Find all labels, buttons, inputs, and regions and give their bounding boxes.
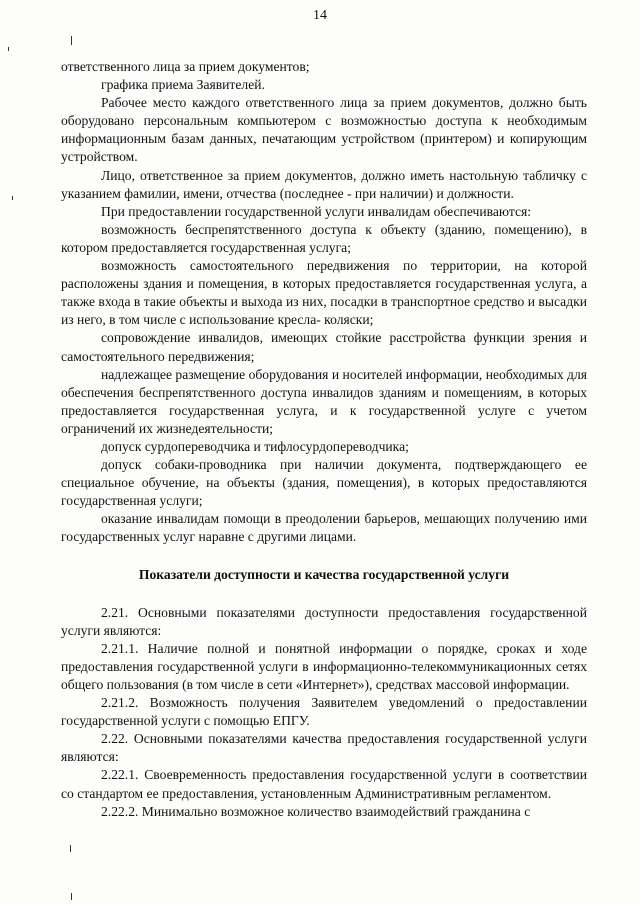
paragraph: возможность беспрепятственного доступа к объекту (зданию, помещению), в котором предоставляется государственная услуга; bbox=[61, 221, 587, 255]
scan-artifact bbox=[71, 893, 72, 900]
paragraph: 2.21.1. Наличие полной и понятной информации о порядке, сроках и ходе предоставления государственной услуги в информационно-телекоммуникационных сетях общего пользования (в том числе в сети «Интернет»), средствах массовой информации. bbox=[61, 640, 587, 692]
paragraph: 2.21. Основными показателями доступности предоставления государственной услуги являются: bbox=[61, 604, 587, 638]
paragraph: Рабочее место каждого ответственного лица за прием документов, должно быть оборудовано персональным компьютером с возможностью доступа к необходимым информационным базам данных, печатающим устройством (принтером) и копирующим устройством. bbox=[61, 95, 587, 165]
paragraph: При предоставлении государственной услуги инвалидам обеспечиваются: bbox=[101, 203, 532, 219]
scan-artifact bbox=[12, 196, 13, 200]
paragraph: Лицо, ответственное за прием документов, должно иметь настольную табличку с указанием фамилии, имени, отчества (последнее - при наличии) и должности. bbox=[61, 167, 587, 201]
paragraph: сопровождение инвалидов, имеющих стойкие расстройства функции зрения и самостоятельного передвижения; bbox=[61, 330, 587, 364]
paragraph: возможность самостоятельного передвижения по территории, на которой расположены здания и помещения, в которых предоставляется государственная услуга, а также входа в такие объекты и выхода из них, посадки в транспортное средство и высадки из него, в том числе с использование кресла- коляски; bbox=[61, 258, 587, 328]
paragraph: 2.22.2. Минимально возможное количество взаимодействий гражданина с bbox=[101, 803, 531, 819]
paragraph: допуск собаки-проводника при наличии документа, подтверждающего ее специальное обучение, на объекты (здания, помещения), в которых предоставляются государственная услуги; bbox=[61, 457, 587, 509]
paragraph: оказание инвалидам помощи в преодолении барьеров, мешающих получению ими государственных услуг наравне с другими лицами. bbox=[61, 511, 587, 545]
paragraph: 2.21.2. Возможность получения Заявителем уведомлений о предоставлении государственной услуги с помощью ЕПГУ. bbox=[61, 695, 587, 729]
paragraph: 2.22. Основными показателями качества предоставления государственной услуги являются: bbox=[61, 731, 587, 765]
paragraph: допуск сурдопереводчика и тифлосурдопереводчика; bbox=[101, 438, 409, 454]
paragraph: ответственного лица за прием документов; bbox=[61, 59, 310, 74]
scan-artifact bbox=[70, 845, 71, 852]
paragraph: 2.22.1. Своевременность предоставления государственной услуги в соответствии со стандартом ее предоставления, установленным Административным регламентом. bbox=[61, 767, 587, 801]
scan-artifact bbox=[71, 36, 72, 45]
paragraph: надлежащее размещение оборудования и носителей информации, необходимых для обеспечения беспрепятственного доступа инвалидов зданиям и помещениям, в которых предоставляется государственная услуга, и к государственной услуге с учетом ограничений их жизнедеятельности; bbox=[61, 366, 587, 436]
document-body bbox=[61, 58, 587, 821]
page-number: 14 bbox=[313, 8, 327, 23]
paragraph: графика приема Заявителей. bbox=[101, 77, 265, 93]
scan-artifact bbox=[8, 47, 9, 51]
section-heading: Показатели доступности и качества государственной услуги bbox=[138, 566, 510, 582]
